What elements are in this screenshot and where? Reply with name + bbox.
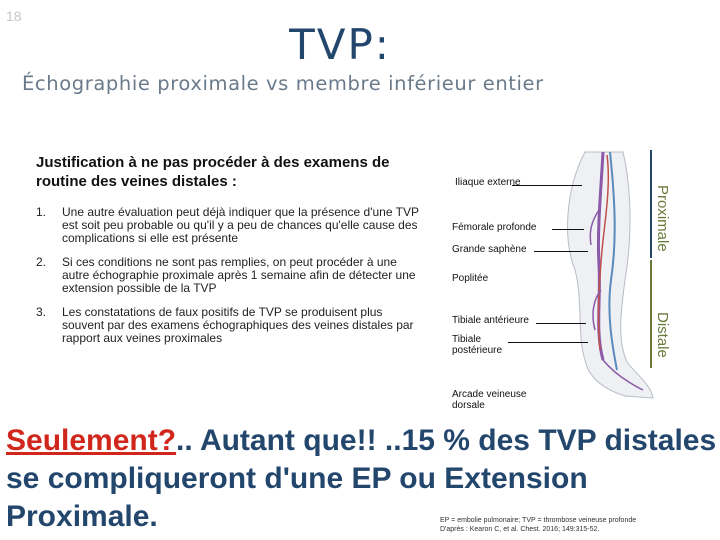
footnote-line: EP = embolie pulmonaire; TVP = thrombose veineuse profonde	[440, 517, 637, 524]
label-femoral: Fémorale profonde	[452, 222, 537, 233]
callout-red: Seulement?	[6, 424, 177, 457]
label-tibial-posterior: Tibiale postérieure	[452, 334, 503, 356]
label-venous-arch: Arcade veineuse dorsale	[452, 389, 527, 411]
proximal-label: Proximale	[654, 185, 671, 252]
list-item	[36, 306, 420, 345]
justification-heading: Justification à ne pas procéder à des examens de routine des veines distales :	[36, 154, 390, 190]
leader-line	[534, 251, 588, 252]
list-text: Si ces conditions ne sont pas remplies, on peut procéder à une autre échographie proximale après 1 semaine afin de détecter une extension possible de la TVP	[62, 255, 416, 295]
list-number: 3.	[36, 305, 47, 319]
leader-line	[508, 342, 588, 343]
list-number: 2.	[36, 255, 47, 269]
label-popliteal: Poplitée	[452, 273, 489, 284]
list-number: 1.	[36, 205, 47, 219]
label-saphenous: Grande saphène	[452, 244, 527, 255]
list-item	[36, 256, 420, 295]
slide-number: 18	[6, 8, 22, 24]
list-text: Les constatations de faux positifs de TVP se produisent plus souvent par des examens échographiques des veines distales par rapport aux veines proximales	[62, 305, 414, 345]
slide-subtitle: Échographie proximale vs membre inférieur entier	[22, 72, 544, 95]
leader-line	[512, 185, 582, 186]
footnote-line: D'après : Kearon C, et al. Chest. 2016; 149:315-52.	[440, 526, 600, 533]
label-iliac: Iliaque externe	[455, 177, 521, 188]
label-tibial-anterior: Tibiale antérieure	[452, 315, 529, 326]
leader-line	[536, 323, 586, 324]
leg-vein-illustration	[555, 150, 660, 400]
footnote	[440, 516, 636, 534]
distal-label: Distale	[654, 312, 671, 358]
list-item	[36, 206, 420, 245]
proximal-bar	[650, 150, 652, 258]
leg-outline	[568, 152, 653, 398]
leader-line	[552, 229, 584, 230]
slide-title: TVP:	[289, 20, 391, 69]
callout-rest: .. Autant que!! ..15 % des TVP distales se compliqueront d'une EP ou Extension Proximale.	[6, 424, 717, 533]
justification-list	[36, 206, 420, 356]
distal-bar	[650, 260, 652, 368]
list-text: Une autre évaluation peut déjà indiquer que la présence d'une TVP est soit peu probable ou qu'il y a peu de chances qu'elle cause des complications si elle est présente	[62, 205, 419, 245]
